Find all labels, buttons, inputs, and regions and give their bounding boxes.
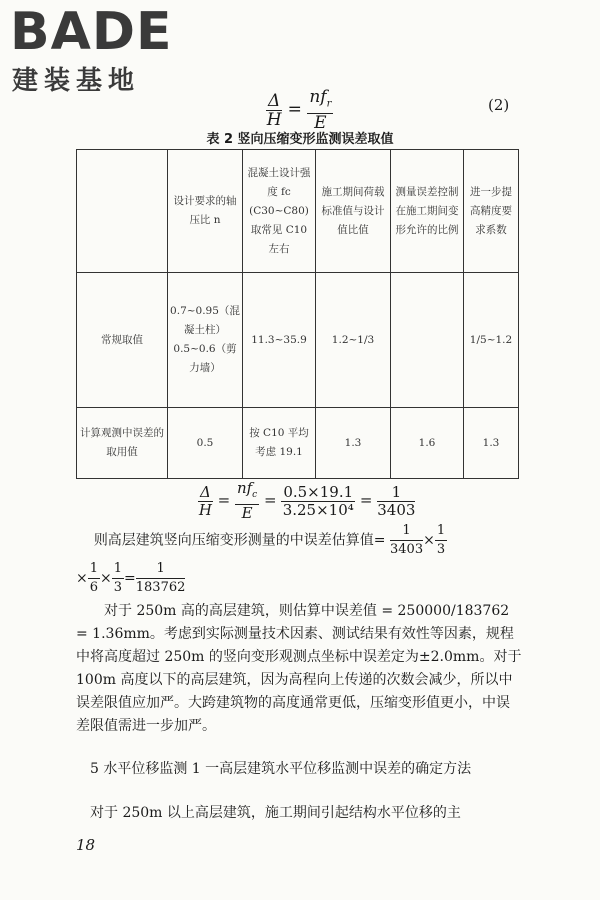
body-paragraph: 对于 250m 高的高层建筑，则估算中误差值 = 250000/183762 = 1.36mm。考虑到实际测量技术因素、测试结果有效性等因素，规程中将高度超过 250m 的竖向变形观测点坐标中误差定为±2.0mm。对于 100m 高度以下的高层建筑，因为高程向上传递的次数会减少，所以中误差限值应加严。大跨建筑物的高度通常更低，压缩变形值更小，中误差限值需进一步加严。 <box>76 603 522 734</box>
frac-den: 3403 <box>390 542 424 557</box>
calculation-equation: $\frac{\Delta}{H}$ = $\frac{nf_c}{E}$ = $\frac{0.5\times 19.1}{\text{3.25×10⁴}}$ = $\frac{1}{3403}$ <box>198 479 416 522</box>
eq2-mid-num: $nf_c$ <box>235 480 259 505</box>
logo-subtitle: 建装基地 <box>12 66 141 96</box>
table-cell <box>391 273 464 408</box>
frac-num: 1 <box>435 522 447 541</box>
eq1-rhs-num: $nf_r$ <box>307 88 333 114</box>
frac-num: 1 <box>390 522 423 541</box>
table-cell: 11.3~35.9 <box>243 273 316 408</box>
frac-den: 3 <box>113 580 123 595</box>
estimate-paragraph: 则高层建筑竖向压缩变形测量的中误差估算值= $\frac{1}{3403}$ × $\frac{1}{3}$ <box>93 523 446 557</box>
eq1-lhs-num: Δ <box>268 90 281 111</box>
table-cell: 常规取值 <box>77 273 168 408</box>
table-cell: 0.7~0.95（混凝土柱）0.5~0.6（剪力墙） <box>168 273 243 408</box>
section-heading: 5 水平位移监测 1 一高层建筑水平位移监测中误差的确定方法 <box>90 761 472 777</box>
eq2-lhs-den: H <box>198 500 212 519</box>
header-cell: 混凝土设计强度 fc (C30~C80) 取常见 C10 左右 <box>243 150 316 273</box>
frac-num: 1 <box>88 560 100 579</box>
eq1-rhs-den: E <box>314 113 327 134</box>
table-cell: 1.2~1/3 <box>316 273 391 408</box>
table-cell: 1.3 <box>316 408 391 479</box>
frac-num: 1 <box>112 560 124 579</box>
frac-den: 3 <box>436 542 446 557</box>
estimate-continuation: × $\frac{1}{6}$ × $\frac{1}{3}$ = $\frac{1}{183762}$ <box>76 561 186 595</box>
error-value-table <box>76 149 519 479</box>
logo-wordmark: BADE <box>10 2 173 62</box>
header-cell <box>77 150 168 273</box>
header-cell: 进一步提高精度要求系数 <box>464 150 519 273</box>
frac-den: 6 <box>89 580 99 595</box>
page-number: 18 <box>76 836 96 854</box>
eq2-num2: 0.5×19.1 <box>283 482 354 501</box>
eq2-lhs-num: Δ <box>200 482 211 501</box>
header-cell: 测量误差控制在施工期间变形允许的比例 <box>391 150 464 273</box>
eq2-mid-den: E <box>241 504 253 522</box>
frac-den: 183762 <box>135 580 186 595</box>
eq2-den2: 3.25×10⁴ <box>282 500 354 519</box>
table-cell: 按 C10 平均考虑 19.1 <box>243 408 316 479</box>
header-cell: 施工期间荷载标准值与设计值比值 <box>316 150 391 273</box>
table-caption: 表 2 竖向压缩变形监测误差取值 <box>206 132 394 147</box>
table-cell: 1/5~1.2 <box>464 273 519 408</box>
header-cell: 设计要求的轴压比 n <box>168 150 243 273</box>
eq2-num3: 1 <box>377 484 415 502</box>
table-header-row <box>77 150 519 273</box>
equation-number: (2) <box>488 96 510 114</box>
equation-2: $\frac{\Delta}{H}$ = $\frac{nf_r}{E}$ <box>266 87 332 134</box>
table-cell: 1.6 <box>391 408 464 479</box>
frac-num: 1 <box>136 560 186 579</box>
table-row <box>77 273 519 408</box>
estimate-text: 则高层建筑竖向压缩变形测量的中误差估算值= <box>93 532 386 549</box>
table-cell: 计算观测中误差的取用值 <box>77 408 168 479</box>
eq1-lhs-den: H <box>266 109 282 130</box>
table-row <box>77 408 519 479</box>
table-cell: 0.5 <box>168 408 243 479</box>
eq2-den3: 3403 <box>377 500 416 519</box>
table-cell: 1.3 <box>464 408 519 479</box>
body-paragraph-continued: 对于 250m 以上高层建筑，施工期间引起结构水平位移的主 <box>90 805 461 821</box>
